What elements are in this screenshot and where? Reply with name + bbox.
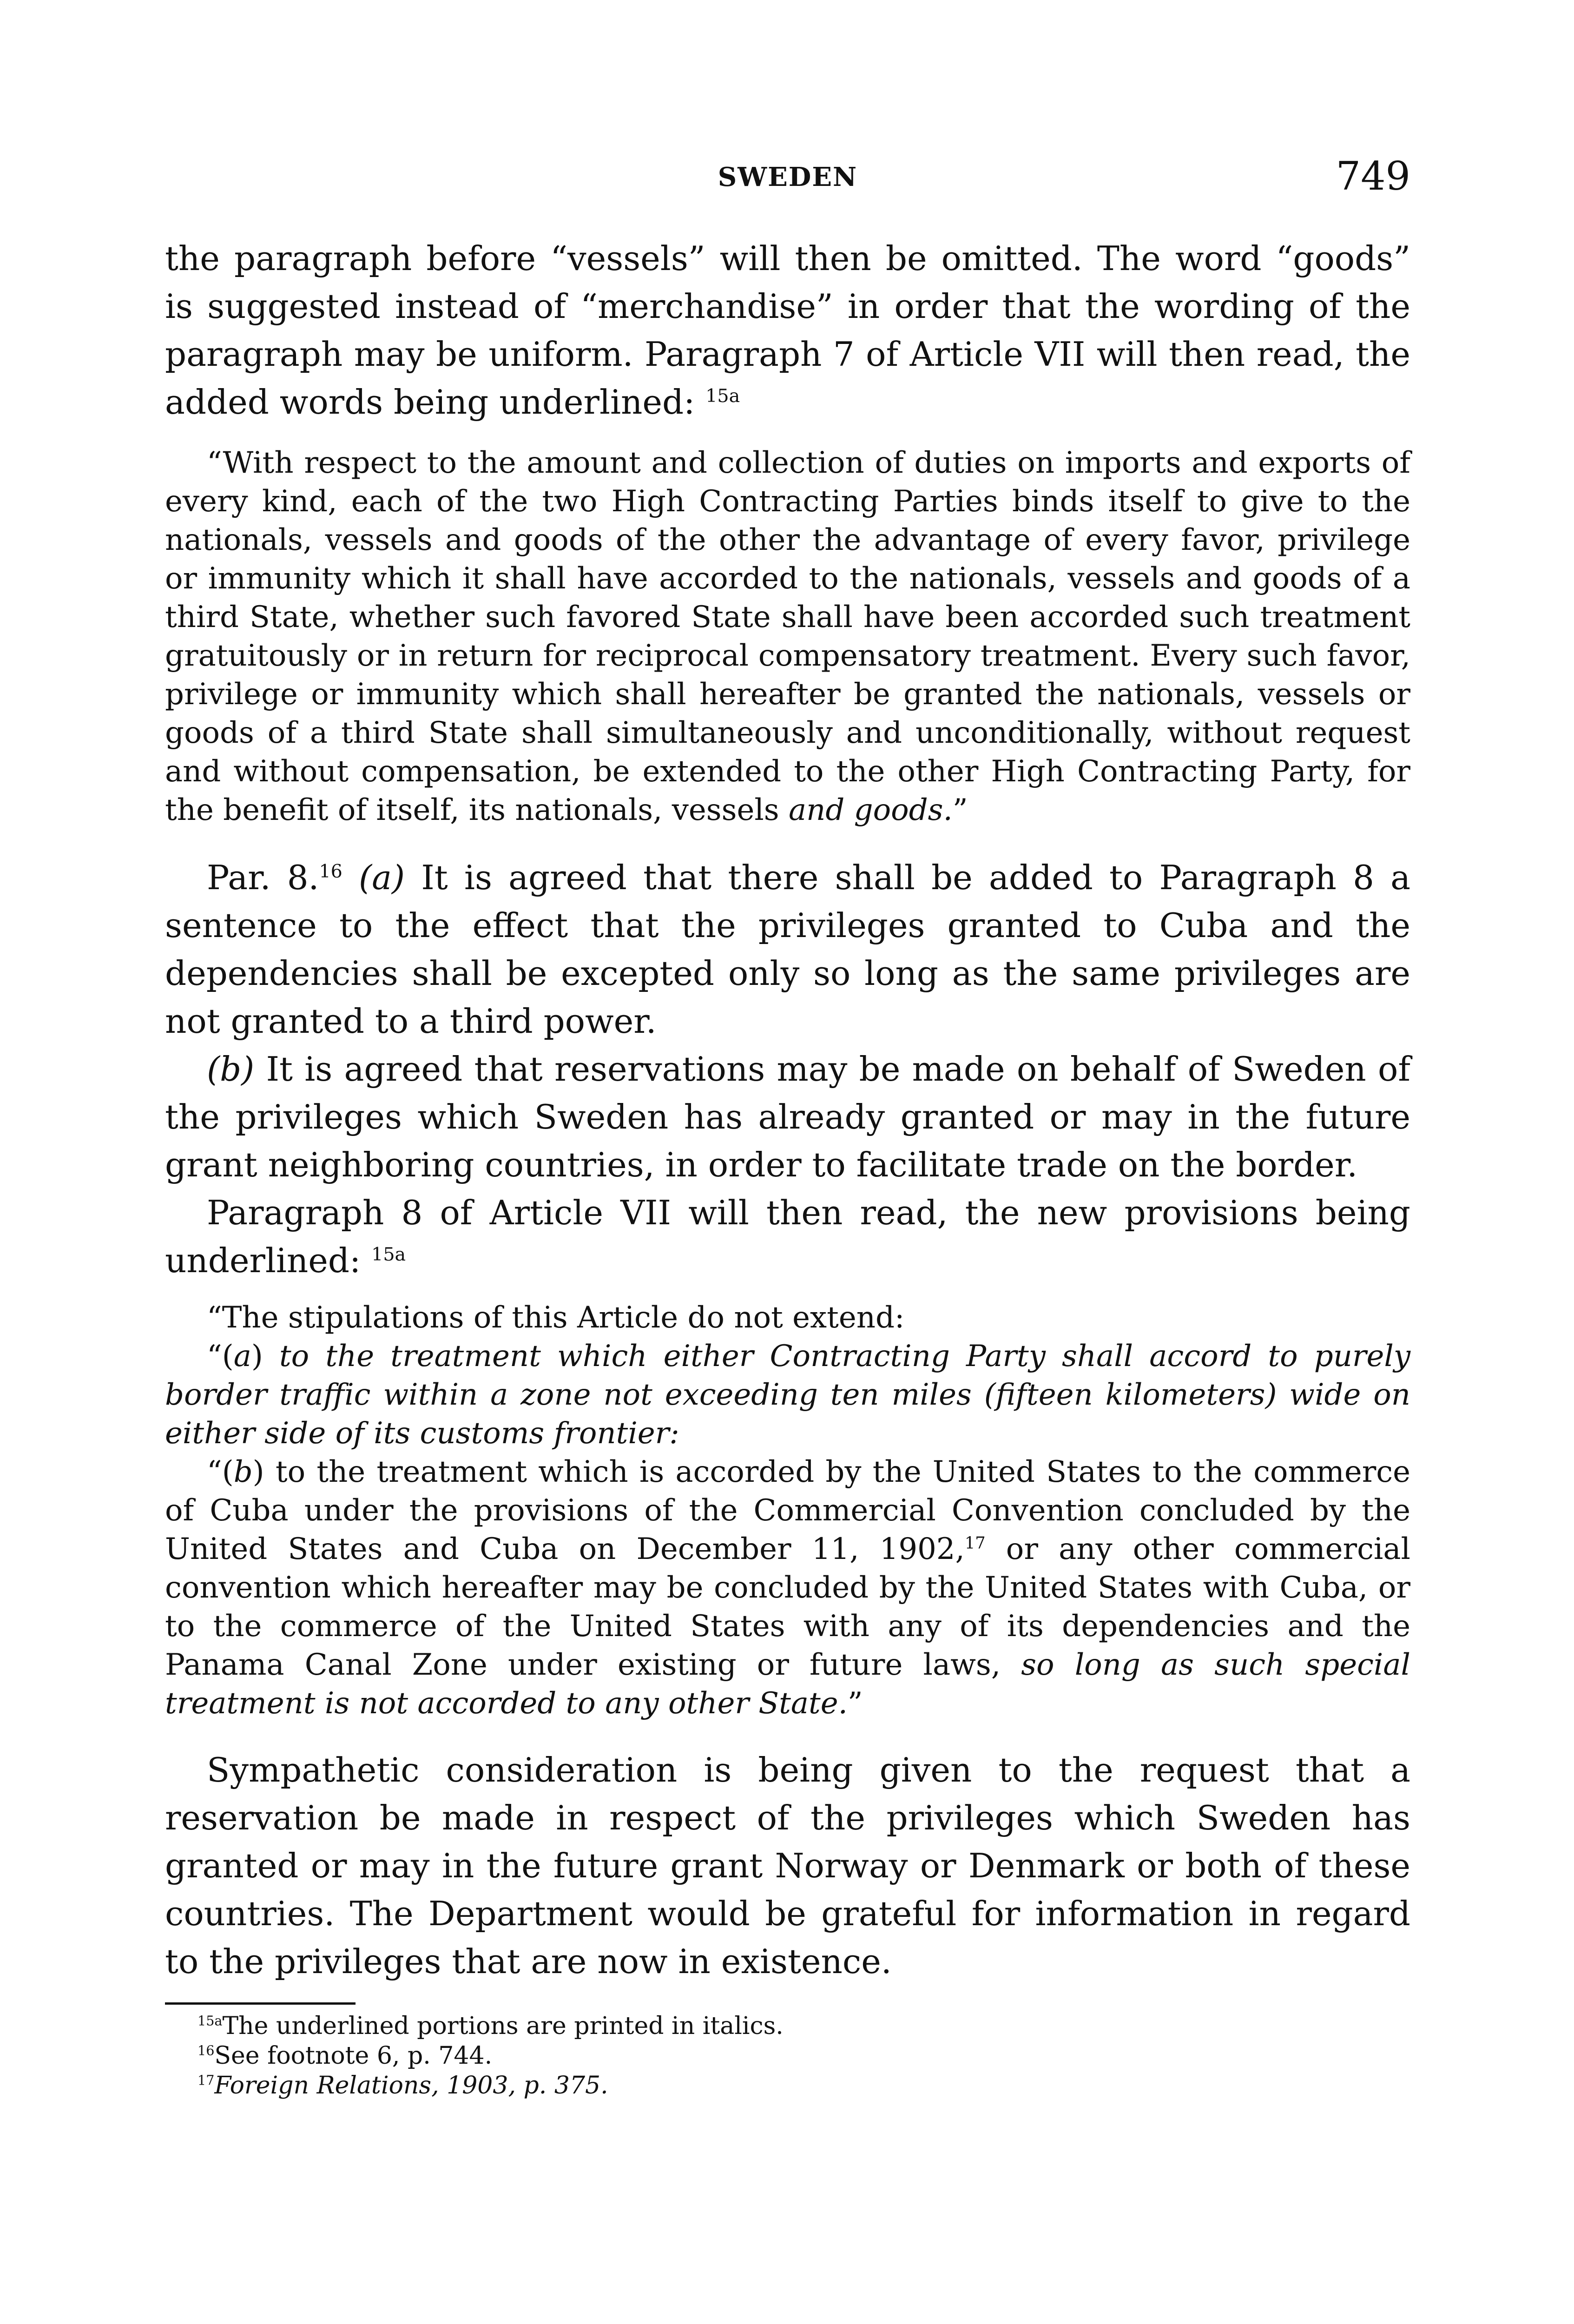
quote2-b-marker: b — [233, 1455, 253, 1489]
footnote-mark: 16 — [198, 2042, 215, 2059]
main-text — [165, 235, 1410, 2100]
footnote-15a — [165, 2011, 1410, 2041]
quote2-b-open: “( — [207, 1455, 234, 1489]
quote2-b-text-2: or any other commercial convention which hereafter may be concluded by the United States with Cuba, or to the commerce of the United States with any of its dependencies and the Panama Canal Zone under existing or future laws, — [165, 1532, 1411, 1682]
par8-lead-paragraph — [165, 1189, 1410, 1285]
intro-text: the paragraph before “vessels” will then be omitted. The word “goods” is suggested instead of “merchandise” in order that the wording of the paragraph may be uniform. Paragraph 7 of Article VII will then read, the added words being underlined: — [165, 239, 1410, 422]
quote2-clause-a — [165, 1337, 1410, 1453]
quote2-close-mark: ” — [847, 1686, 863, 1721]
footnote-ref-15a: 15a — [705, 385, 740, 407]
quote1-text: “With respect to the amount and collection of duties on imports and exports of every kind, each of the two High Contracting Parties binds itself to give to the nationals, vessels and goods of the other the advantage of every favor, privilege or immunity which it shall have accorded to the nationals, vessels and goods of a third State, whether such favored State shall have been accorded such treatment gratuitously or in return for reciprocal compensatory treatment. Every such favor, privilege or immunity which shall hereafter be granted the nationals, vessels or goods of a third State shall simultaneously and unconditionally, without request and without compensation, be extended to the other High Contracting Party, for the benefit of itself, its nationals, vessels — [165, 446, 1410, 827]
footnote-text: Foreign Relations, 1903, p. 375. — [214, 2072, 608, 2100]
par8-b-text: It is agreed that reservations may be made on behalf of Sweden of the privileges which Sweden has already granted or may in the future grant neighboring countries, in order to facilitate trade on the border. — [165, 1050, 1411, 1184]
footnote-ref-15a-second: 15a — [371, 1244, 406, 1265]
quote2-b-text-1: to the treatment which is accorded by the United States to the commerce of Cuba under the provisions of the Commercial Convention concluded by the United States and Cuba on December 11, 1902, — [165, 1455, 1410, 1566]
par8-label: Par. 8. — [207, 858, 319, 897]
footnote-rule — [165, 2002, 356, 2005]
page-number: 749 — [1336, 153, 1410, 199]
footnote-17 — [165, 2071, 1410, 2100]
footnotes — [165, 2002, 1410, 2100]
par8-a-marker: (a) — [359, 858, 405, 897]
quote2-intro: “The stipulations of this Article do not extend: — [207, 1301, 905, 1335]
quote2-clause-b — [165, 1453, 1410, 1723]
quote2-b-italic: so long as such special treatment is not accorded to any other State. — [165, 1648, 1410, 1721]
quoted-paragraph-7 — [165, 444, 1410, 830]
quote2-a-text: to the treatment which either Contracting Party shall accord to purely border traffic within a zone not exceeding ten miles (fifteen kilometers) wide on either side of its customs frontier: — [165, 1339, 1411, 1451]
par8-b-marker: (b) — [207, 1050, 255, 1089]
par8-a-text: It is agreed that there shall be added to Paragraph 8 a sentence to the effect that the privileges granted to Cuba and the dependencies shall be excepted only so long as the same privileges are not granted to a third power. — [165, 858, 1411, 1041]
par8-lead-text: Paragraph 8 of Article VII will then read, the new provisions being underlined: — [165, 1193, 1410, 1280]
quote2-a-marker: a — [233, 1339, 251, 1373]
par8-b-paragraph — [165, 1045, 1410, 1189]
footnote-mark: 15a — [198, 2013, 223, 2029]
quoted-paragraph-8 — [165, 1299, 1410, 1723]
footnote-mark: 17 — [198, 2072, 215, 2088]
quote2-a-close: ) — [251, 1339, 263, 1373]
page-header — [165, 153, 1410, 205]
quote2-a-open: “( — [207, 1339, 234, 1373]
footnote-ref-17: 17 — [964, 1533, 986, 1553]
footnote-text: See footnote 6, p. 744. — [214, 2042, 493, 2070]
quote2-b-close: ) — [252, 1455, 264, 1489]
quote1-close-mark: ” — [952, 793, 968, 827]
closing-paragraph: Sympathetic consideration is being given to the request that a reservation be made in respect of the privileges which Sweden has granted or may in the future grant Norway or Denmark or both of these countries. The Department would be grateful for information in regard to the privileges that are now in existence. — [165, 1750, 1410, 1981]
footnote-ref-16: 16 — [319, 861, 342, 882]
footnote-text: The underlined portions are printed in italics. — [222, 2012, 784, 2040]
par8-a-paragraph — [165, 854, 1410, 1045]
footnote-16 — [165, 2041, 1410, 2071]
quote1-italic-text: and goods. — [788, 793, 953, 827]
running-head: SWEDEN — [718, 162, 858, 192]
intro-paragraph — [165, 235, 1410, 426]
